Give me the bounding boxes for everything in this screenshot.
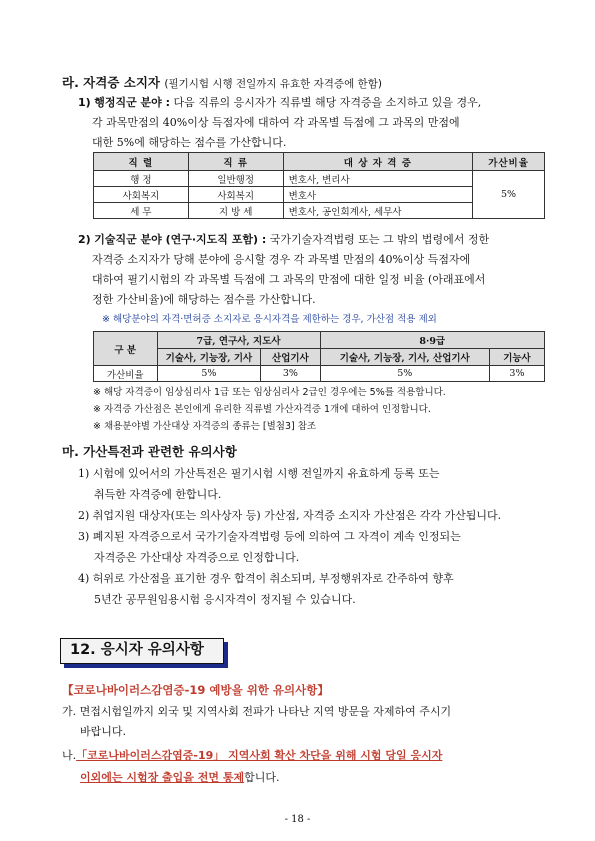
note-exclusion: ※ 해당분야의 자격·면허증 소지자로 응시자격을 제한하는 경우, 가산점 적용 제외: [102, 314, 437, 325]
table-header-row: [94, 332, 545, 349]
header-group2: 8·9급: [320, 332, 544, 349]
list-item: 4) 허위로 가산점을 표기한 경우 합격이 취소되며, 부정행위자로 간주하여 향후: [78, 572, 454, 585]
list-item-cont: 자격증은 가산대상 자격증으로 인정합니다.: [94, 551, 300, 564]
ra-item1-text: 다음 직류의 응시자가 직류별 해당 자격증을 소지하고 있을 경우,: [170, 96, 482, 109]
section-12-box: [60, 638, 224, 664]
covid-item-ga: [62, 702, 546, 742]
na-prefix: 나.: [62, 749, 77, 762]
ra-item2-line3: 대하여 필기시험의 각 과목별 득점에 그 과목의 만점에 대한 일정 비율 (아래표에서: [92, 273, 486, 286]
table-notes: [93, 384, 446, 435]
list-item-cont: 취득한 자격증에 한합니다.: [94, 488, 222, 501]
table-cell: 세 무: [94, 203, 189, 219]
table-cell: 가산비율: [94, 366, 158, 382]
ra-item2-line4: 정한 가산비율)에 해당하는 점수를 가산합니다.: [92, 293, 316, 306]
section-12-title: 12. 응시자 유의사항: [70, 642, 204, 658]
header-sub: 기술사, 기능장, 기사, 산업기사: [320, 349, 489, 366]
table-cell: 5%: [157, 366, 261, 382]
table-cell: 지 방 세: [188, 203, 283, 219]
section-ra-subtitle: (필기시험 시행 전일까지 유효한 자격증에 한함): [164, 78, 382, 90]
list-item: 2) 취업지원 대상자(또는 의사상자 등) 가산점, 자격증 소지자 가산점은 각각 가산됩니다.: [78, 509, 502, 522]
table-row: [94, 171, 545, 187]
ra-item1: [78, 93, 548, 153]
na-red-line2: 이외에는 시험장 출입을 전면 통제: [80, 771, 245, 784]
table-row: [94, 366, 545, 382]
ra-item2-line2: 자격증 소지자가 당해 분야에 응시할 경우 각 과목별 만점의 40%이상 득점자에: [92, 253, 471, 266]
header-ratio: 가산비율: [473, 153, 545, 171]
ga-prefix: 가.: [62, 705, 77, 718]
qualification-table-admin: [93, 152, 545, 219]
table-cell: 사회복지: [94, 187, 189, 203]
header-cert: 대 상 자 격 증: [283, 153, 473, 171]
note-line: ※ 해당 자격증이 임상심리사 1급 또는 임상심리사 2급인 경우에는 5%를 적용합니다.: [93, 387, 446, 398]
table-cell: 5%: [320, 366, 489, 382]
ga-line2: 바랍니다.: [80, 725, 127, 738]
section-ra-heading: [62, 73, 382, 91]
list-item: 3) 폐지된 자격증으로서 국가기술자격법령 등에 의하여 그 자격이 계속 인정되는: [78, 530, 461, 543]
table-cell: 3%: [489, 366, 544, 382]
section-ra-title: 라. 자격증 소지자: [62, 75, 160, 90]
table-cell: 행 정: [94, 171, 189, 187]
table-cell: 변호사, 공인회계사, 세무사: [283, 203, 473, 219]
covid-heading: 【코로나바이러스감염증-19 예방을 위한 유의사항】: [62, 683, 329, 697]
ra-item1-line2: 각 과목만점의 40%이상 득점자에 대하여 각 과목별 득점에 그 과목의 만점에: [92, 116, 460, 129]
list-item-cont: 5년간 공무원임용시험 응시자격이 정지될 수 있습니다.: [94, 593, 356, 606]
note-line: ※ 자격증 가산점은 본인에게 유리한 직류별 가산자격증 1개에 대하여 인정합니다.: [93, 404, 431, 415]
table-cell-ratio: 5%: [473, 171, 545, 219]
table-cell: 변호사: [283, 187, 473, 203]
header-jikryu: 직 류: [188, 153, 283, 171]
ra-item1-num: 1): [78, 96, 91, 109]
ma-list: [78, 463, 548, 610]
header-sub: 기능사: [489, 349, 544, 366]
header-jikryeol: 직 렬: [94, 153, 189, 171]
header-group1: 7급, 연구사, 지도사: [157, 332, 320, 349]
table-subheader-row: [94, 349, 545, 366]
ra-item1-line3: 대한 5%에 해당하는 점수를 가산합니다.: [92, 136, 287, 149]
ra-item1-label: 행정직군 분야 :: [94, 96, 171, 109]
header-sub: 산업기사: [261, 349, 320, 366]
header-sub: 기술사, 기능장, 기사: [157, 349, 261, 366]
table-cell: 3%: [261, 366, 320, 382]
page-number: - 18 -: [284, 814, 311, 825]
na-red-line1: 「코로나바이러스감염증-19」 지역사회 확산 차단을 위해 시험 당일 응시자: [76, 749, 443, 762]
ra-item2-num: 2): [78, 233, 91, 246]
list-item: 1) 시험에 있어서의 가산특전은 필기시험 시행 전일까지 유효하게 등록 또는: [78, 467, 440, 480]
header-corner: 구 분: [94, 332, 158, 366]
section-ma-title: 마. 가산특전과 관련한 유의사항: [62, 444, 237, 459]
ra-item2-text: 국가기술자격법령 또는 그 밖의 법령에서 정한: [266, 233, 490, 246]
table-cell: 사회복지: [188, 187, 283, 203]
ga-line1: 면접시험일까지 외국 및 지역사회 전파가 나타난 지역 방문을 자제하여 주시기: [79, 705, 452, 718]
table-cell: 변호사, 변리사: [283, 171, 473, 187]
ra-item2: [78, 230, 548, 310]
ra-item2-label: 기술직군 분야 (연구·지도직 포함) :: [94, 233, 267, 246]
table-header-row: [94, 153, 545, 171]
na-tail: 합니다.: [244, 771, 280, 784]
table-cell: 일반행정: [188, 171, 283, 187]
covid-item-na: [62, 745, 546, 789]
note-line: ※ 채용분야별 가산대상 자격증의 종류는 [별첨3] 참조: [93, 421, 317, 432]
qualification-table-tech: [93, 331, 545, 382]
